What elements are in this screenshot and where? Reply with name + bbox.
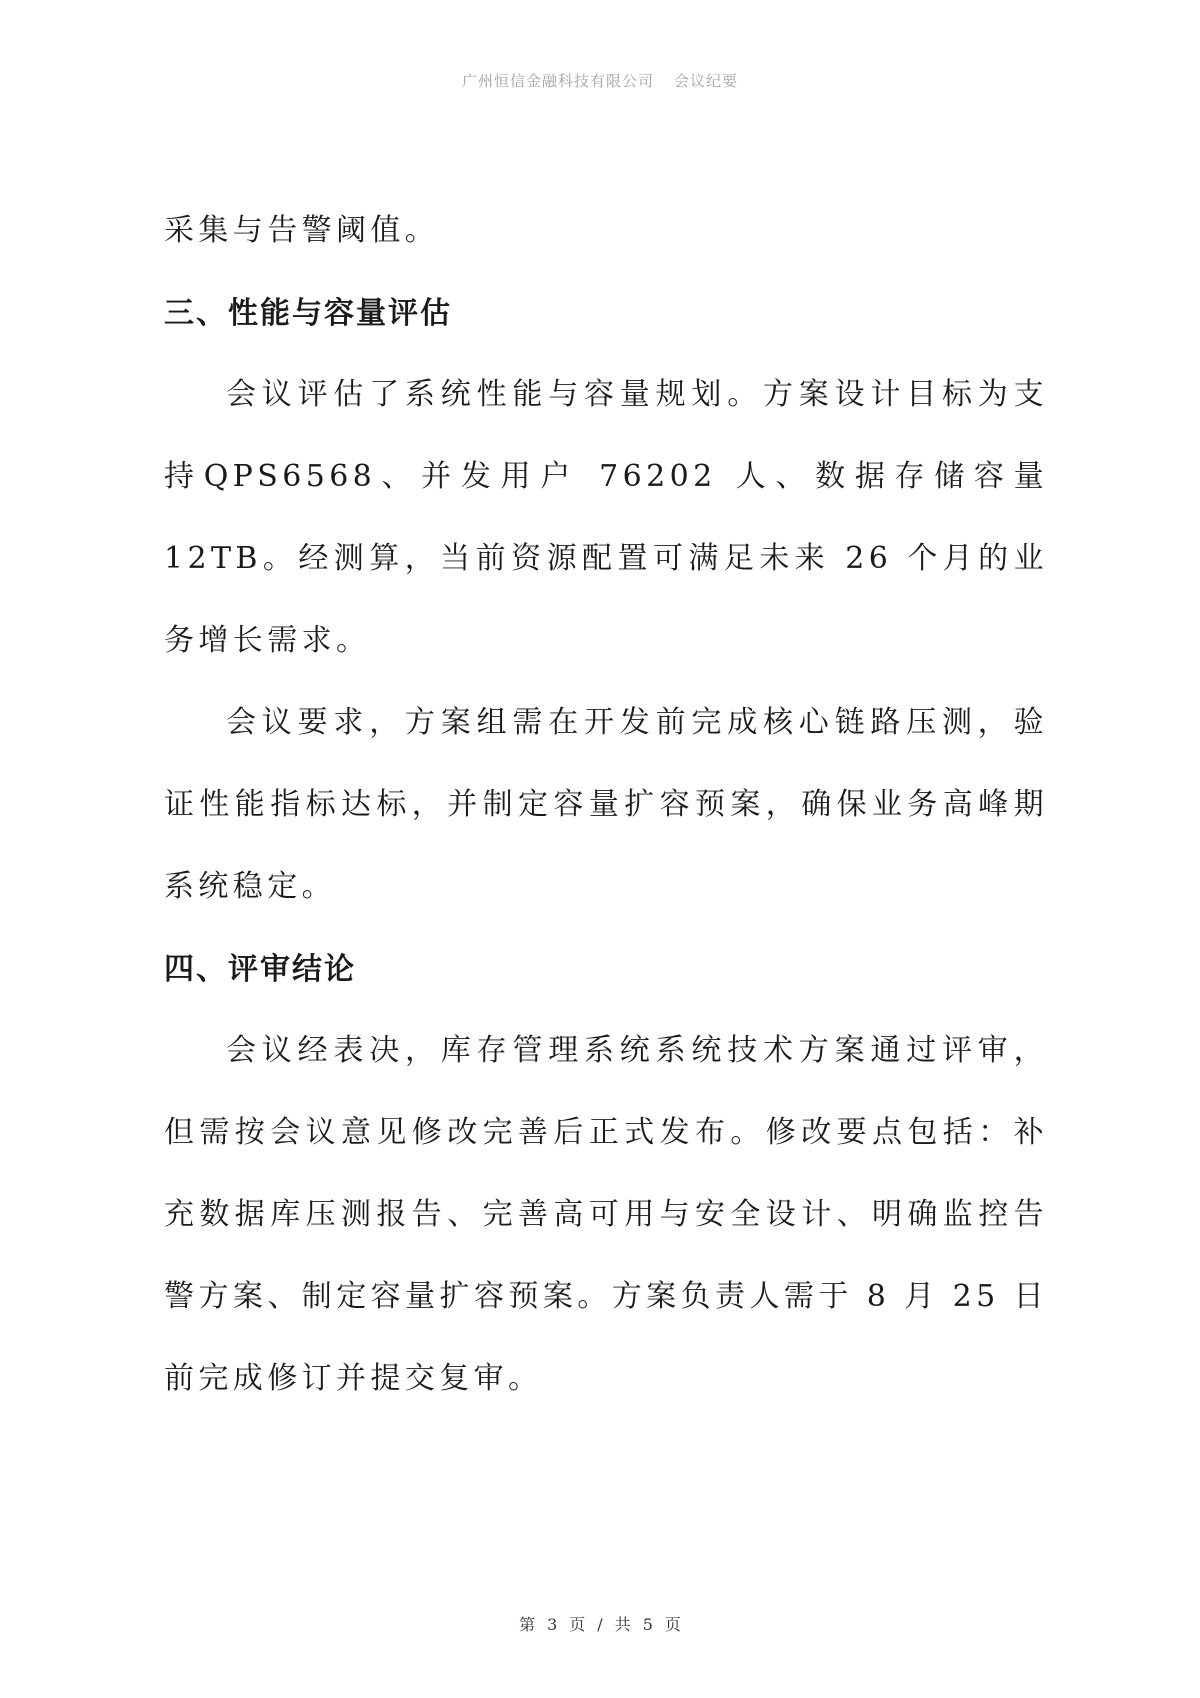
document-body — [164, 190, 1048, 1420]
section-4-heading: 四、评审结论 — [164, 952, 356, 987]
footer-total-pages: 5 — [642, 1615, 653, 1634]
footer-total-unit: 页 — [664, 1615, 681, 1634]
header-company: 广州恒信金融科技有限公司 — [461, 72, 654, 90]
section-3-heading: 三、性能与容量评估 — [164, 296, 452, 331]
running-header — [0, 70, 1200, 91]
section-4-paragraph-1: 会议经表决，库存管理系统系统技术方案通过评审，但需按会议意见修改完善后正式发布。修改要点包括：补充数据库压测报告、完善高可用与安全设计、明确监控告警方案、制定容量扩容预案。方案负责人需于 8 月 25 日前完成修订并提交复审。 — [164, 1033, 1048, 1396]
section-3-paragraph-1: 会议评估了系统性能与容量规划。方案设计目标为支持QPS6568、并发用户 76202 人、数据存储容量 12TB。经测算，当前资源配置可满足未来 26 个月的业务增长需求。 — [164, 377, 1048, 658]
continuation-paragraph: 采集与告警阈值。 — [164, 213, 440, 248]
section-3-paragraph-2: 会议要求，方案组需在开发前完成核心链路压测，验证性能指标达标，并制定容量扩容预案，确保业务高峰期系统稳定。 — [164, 705, 1048, 904]
footer-separator: / — [597, 1615, 603, 1634]
footer-total-label: 共 — [614, 1615, 631, 1634]
header-doc-type: 会议纪要 — [674, 72, 739, 90]
footer-page-unit: 页 — [569, 1615, 586, 1634]
footer-page-label: 第 — [519, 1615, 536, 1634]
page-footer — [0, 1612, 1200, 1635]
footer-page-number: 3 — [547, 1615, 558, 1634]
